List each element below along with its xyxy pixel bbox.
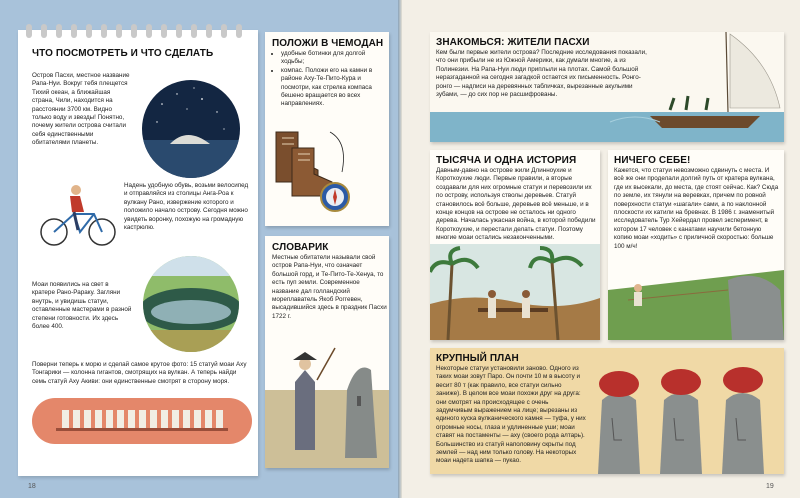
main-title: ЧТО ПОСМОТРЕТЬ И ЧТО СДЕЛАТЬ	[32, 48, 214, 59]
pack-item: • удобные ботинки для долгой ходьбы;	[281, 50, 388, 67]
boat-scene-illustration	[430, 32, 784, 142]
wow-text: Кажется, что статуи невозможно сдвинуть с места. И всё же они проделали долгий путь от кратера вулкана, где их высекали, до места, где стоят сейчас. Как? Сюда по земле, их тянули на веревках, причем по ровной поверхности статуи «шагали» сами, а по наклонной плоскости их катили на бревнах. В 1986 г. знаменитый исследователь Тур Хейердал провел эксперимент, в котором 17 человек с канатами научили бетонную копию моаи «ходить» с приличной скоростью: больше 100 м/ч!	[614, 167, 779, 250]
palm-tree-illustration	[430, 244, 600, 340]
closeup-text: Некоторые статуи установили заново. Одного из таких моаи зовут Паро. Он почти 10 м в высоту и весит 80 т (как правило, все статуи сильно заниже). В целом все моаи похожи друг на друга: они смотрят на происходящее с очень задумчивым выражением на лице; вырезаны из единого куска вулканического камня — туфа, у них огромные носы, глаза и удлиненные уши; моаи ставят на постаменты — аху (своего рода алтарь). Большинство из статуй наполовину скрыты под землей — над ним только голову. На некоторых моаи надета шапка — пукао.	[436, 365, 586, 465]
pack-list	[272, 50, 388, 109]
intro-paragraph: Остров Пасхи, местное название Рапа-Нуи. Вокруг тебя плещется Тихий океан, а ближайшая страна, Чили, находится на расстоянии 3700 км. Видно только воду и звезды! Понятно, почему жители острова считали себя единственными обитателями планеты.	[32, 72, 130, 147]
boat-icon	[650, 116, 760, 128]
photo-paragraph: Поверни теперь к морю и сделай самое крутое фото: 15 статуй моаи Аху Тонгарики — колонна гигантов, смотрящих на вулкан. А теперь найди семь статуй Аху Акиви: они единственные смотрят в сторону моря.	[32, 361, 247, 385]
crater-paragraph: Моаи появились на свет в кратере Рано-Рараку. Загляни внутрь, и увидишь статуи, оставленные мастерами в разной степени готовности. Их здесь более 400.	[32, 281, 132, 331]
meet-title: ЗНАКОМЬСЯ: ЖИТЕЛИ ПАСХИ	[436, 37, 590, 48]
meet-text: Кем были первые жители острова? Последние исследования показали, что они прибыли не из Южной Америки, как думали многие, а из Полинезии. На Рапа-Нуи люди приплыли на плотах. Самой большой неразгаданной на сегодня загадкой остается их письменность. Ронго-ронго — надписи на деревянных табличках, вырезанные акульими зубами, — до сих пор не расшифрованы.	[436, 49, 647, 99]
dictionary-text: Местные обитатели называли свой остров Рапа-Нуи, что означает большой горд, и Те-Пито-Те-Хенуа, то есть пуп земли. Современное название дал голландский мореплаватель Якоб Роггевен, высадившийся здесь в праздник Пасхи 1722 г.	[272, 254, 387, 320]
moai-icon	[598, 371, 640, 474]
page-number-right: 19	[766, 483, 774, 490]
wow-title: НИЧЕГО СЕБЕ!	[614, 155, 691, 166]
compass-icon	[318, 180, 352, 214]
story-title: ТЫСЯЧА И ОДНА ИСТОРИЯ	[436, 155, 577, 166]
moai-pukao-illustration	[588, 348, 784, 474]
notepad-rings	[22, 24, 256, 38]
bicycle-icon	[34, 180, 124, 250]
volcano-paragraph: Надень удобную обувь, возьми велосипед и отправляйся из столицы Анга-Роа к вулкану Рано, извержение которого и положило начало острову. Сегодня можно увидеть воронку, похожую на громадную кастрюлю.	[124, 182, 249, 232]
dictionary-title: СЛОВАРИК	[272, 242, 329, 253]
pack-item: • компас. Положи его на камни в районе Аху-Те-Пито-Кура и посмотри, как стрелка компаса бешено вращается во всех направлениях.	[281, 67, 388, 109]
crater-illustration	[132, 252, 250, 356]
walking-moai-illustration	[608, 240, 784, 340]
moai-row-illustration	[32, 398, 252, 444]
story-text: Давным-давно на острове жили Длинноухие и Короткоухие люди. Первые правили, а вторые создавали для них огромные статуи и перевозили их по острову, используя стволы деревьев. Статуй становилось всё больше, деревьев всё меньше, и в конце концов на острове не осталось ни одного дерева. Началась ужасная война, в которой победили Короткоухие, и перестали делать статуи. Поэтому многие моаи остались незаконченными.	[436, 167, 596, 242]
pack-title: ПОЛОЖИ В ЧЕМОДАН	[272, 38, 384, 49]
explorer-illustration	[265, 330, 389, 468]
closeup-title: КРУПНЫЙ ПЛАН	[436, 353, 519, 364]
page-number-left: 18	[28, 483, 36, 490]
moai-icon	[345, 368, 377, 459]
book-gutter	[398, 0, 402, 498]
night-sea-illustration	[132, 74, 250, 184]
